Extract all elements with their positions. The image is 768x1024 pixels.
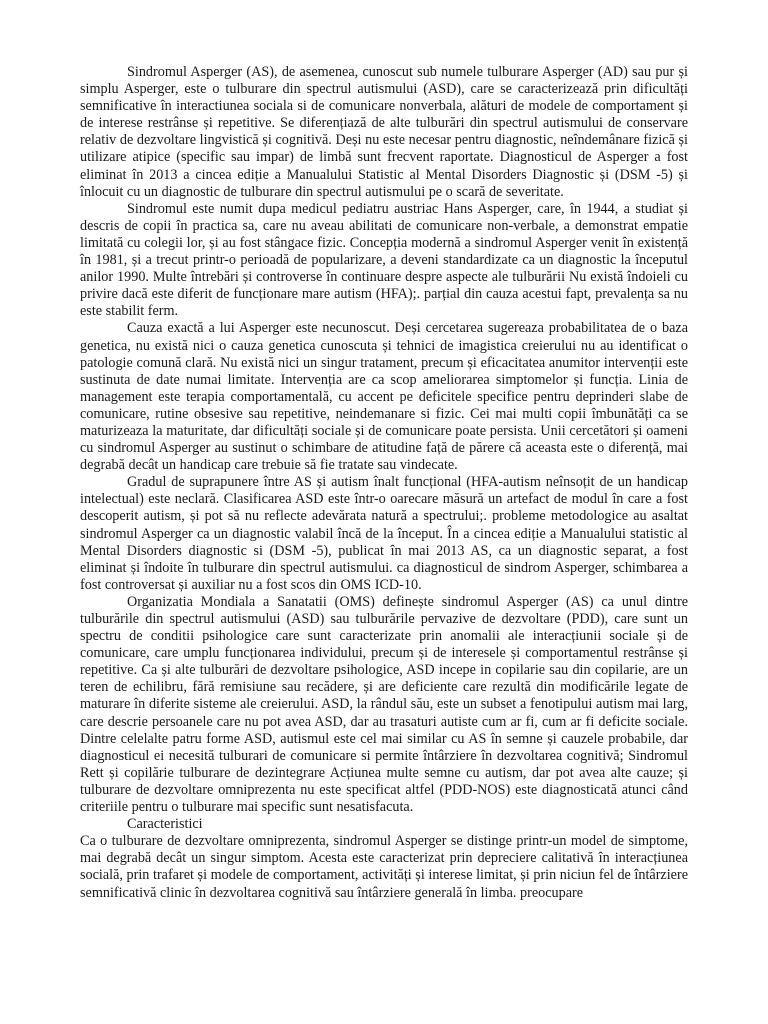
section-heading: Caracteristici [127,816,203,833]
paragraph-5: Organizatia Mondiala a Sanatatii (OMS) definește sindromul Asperger (AS) ca unul dintre tulburările din spectrul autismului (ASD) sau tulburările pervazive de dezvoltare (PDD), care sunt un spectru de conditii psihologice care sunt caracterizate prin anomalii ale interacțiunii sociale și de comunicare, care umplu funcționarea individului, precum și de interesele și comportamentul restrânse și repetitive. Ca și alte tulburări de dezvoltare psihologice, ASD incepe in copilarie sau din copilarie, are un teren de echilibru, fără remisiune sau recădere, și are deficiente care rezultă din modificările legate de maturare în diferite sisteme ale creierului. ASD, la rândul său, este un subset a fenotipului autism mai larg, care descrie persoanele care nu pot avea ASD, dar au trasaturi autiste cum ar fi, cum ar fi deficite sociale. Dintre celelalte patru forme ASD, autismul este cel mai similar cu AS în semne și cauzele probabile, dar diagnosticul ei necesită tulburari de comunicare si permite întârziere în dezvoltarea cognitivă; Sindromul Rett și copilărie tulburare de dezintegrare Acțiunea multe semne cu autism, dar pot avea alte cauze; și tulburare de dezvoltare omniprezenta nu este specificat altfel (PDD-NOS) este diagnosticată atunci când criteriile pentru o tulburare mai specific sunt nesatisfacuta. [80,593,688,816]
paragraph-1: Sindromul Asperger (AS), de asemenea, cunoscut sub numele tulburare Asperger (AD) sau pur și simplu Asperger, este o tulburare din spectrul autismului (ASD), care se caracterizează prin dificultăți semnificative în interactiunea sociala si de comunicare nonverbala, alături de modele de comportament și de interese restrânse și repetitive. Se diferențiază de alte tulburări din spectrul autismului de conservare relativ de dezvoltare lingvistică și cognitivă. Deși nu este necesar pentru diagnostic, neîndemânare fizică și utilizare atipice (specific sau impar) de limbă sunt frecvent raportate. Diagnosticul de Asperger a fost eliminat în 2013 a cincea ediție a Manualului Statistic al Mental Disorders Diagnostic și (DSM -5) și înlocuit cu un diagnostic de tulburare din spectrul autismului pe o scară de severitate. [80,64,688,200]
document-page [80,64,688,902]
paragraph-4: Gradul de suprapunere între AS și autism înalt funcțional (HFA-autism neînsoțit de un handicap intelectual) este neclară. Clasificarea ASD este într-o oarecare măsură un artefact de modul în care a fost descoperit autism, și pot să nu reflecte adevărata natură a spectrului;. probleme metodologice au asaltat sindromul Asperger ca un diagnostic valabil încă de la început. În a cincea ediție a Manualului statistic al Mental Disorders diagnostic si (DSM -5), publicat în mai 2013 AS, ca un diagnostic separat, a fost eliminat și îndoite în tulburare din spectrul autismului. ca diagnosticul de sindrom Asperger, schimbarea a fost controversat și auxiliar nu a fost scos din OMS ICD-10. [80,474,688,593]
paragraph-3: Cauza exactă a lui Asperger este necunoscut. Deși cercetarea sugereaza probabilitatea de o baza genetica, nu există nici o cauza genetica cunoscuta și tehnici de imagistica creierului nu au identificat o patologie comună clară. Nu există nici un singur tratament, precum și eficacitatea anumitor intervenții este sustinuta de date numai limitate. Intervenția are ca scop ameliorarea simptomelor și funcția. Linia de management este terapia comportamentală, cu accent pe deficitele specifice pentru deprinderi slabe de comunicare, rutine obsesive sau repetitive, neindemanare si fizic. Cei mai multi copii îmbunătăți ca se maturizeaza la maturitate, dar dificultăți sociale și de comunicare poate persista. Unii cercetători și oameni cu sindromul Asperger au sustinut o schimbare de atitudine față de părere că aceasta este o diferență, mai degrabă decât un handicap care trebuie să fie tratate sau vindecate. [80,320,688,474]
paragraph-2: Sindromul este numit dupa medicul pediatru austriac Hans Asperger, care, în 1944, a studiat și descris de copii în practica sa, care nu aveau abilitati de comunicare non-verbale, a demonstrat empatie limitată cu colegii lor, și au fost stângace fizic. Concepția modernă a sindromul Asperger venit în existență în 1981, și a trecut printr-o perioadă de popularizare, a deveni standardizate ca un diagnostic la începutul anilor 1990. Multe întrebări și controverse în continuare despre aspecte ale tulburării Nu există îndoieli cu privire dacă este diferit de funcționare mare autism (HFA);. parțial din cauza acestui fapt, prevalența sa nu este stabilit ferm. [80,200,688,320]
paragraph-final: Ca o tulburare de dezvoltare omniprezenta, sindromul Asperger se distinge printr-un model de simptome, mai degrabă decât un singur simptom. Acesta este caracterizat prin depreciere calitativă în interacțiunea socială, prin trafaret și modele de comportament, activități și interese limitat, și prin niciun fel de întârziere semnificativă clinic în dezvoltarea cognitivă sau întârziere generală în limba. preocupare [80,833,688,901]
